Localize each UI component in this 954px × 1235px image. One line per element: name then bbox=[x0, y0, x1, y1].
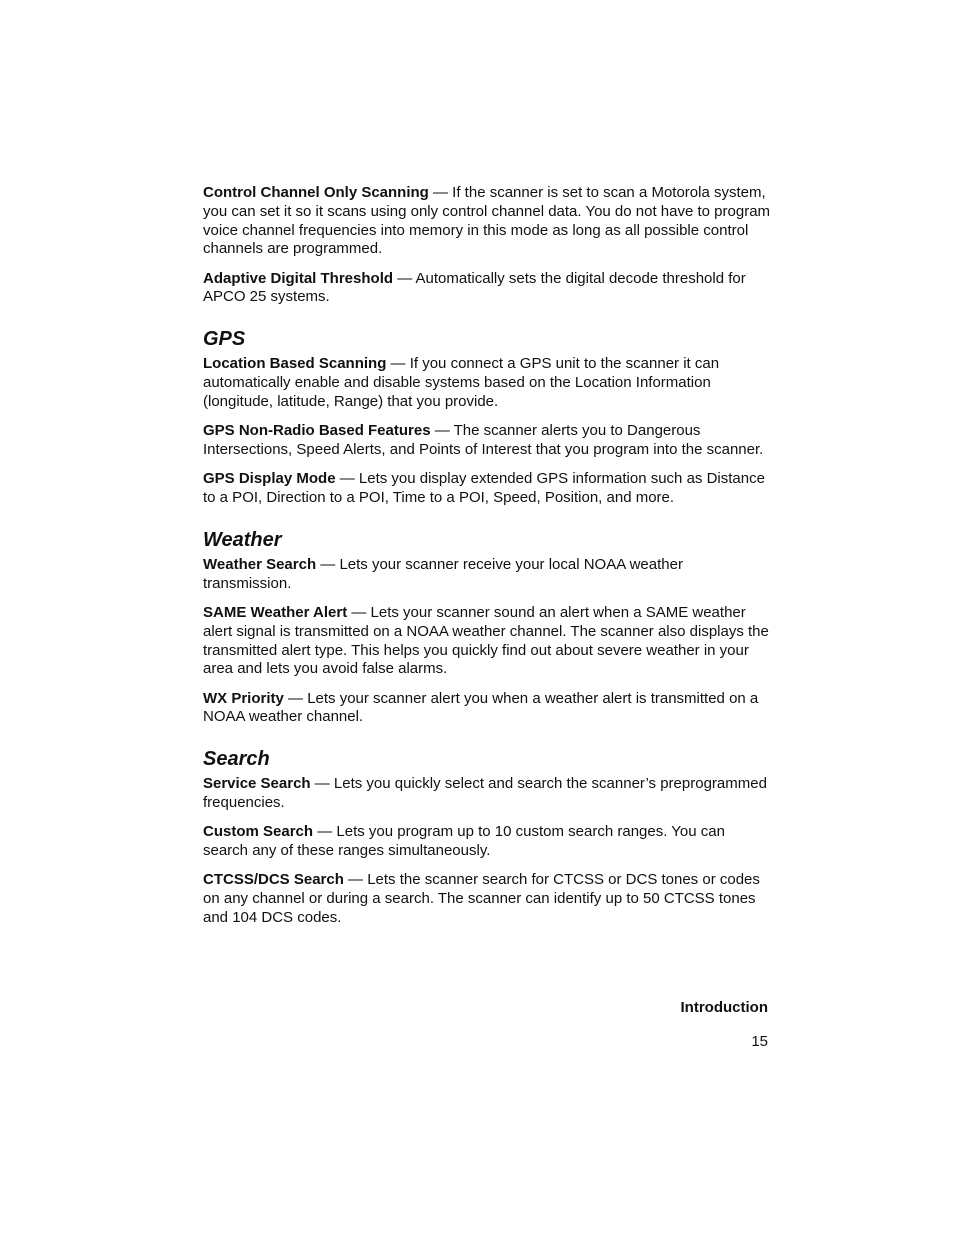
term-description: — If you connect a GPS unit to the scanner it can automatically enable and disable systems based on the Location Information (longitude, latitude, Range) that you provide. bbox=[203, 355, 720, 410]
term-description: — Lets you quickly select and search the scanner’s preprogrammed frequencies. bbox=[203, 775, 767, 812]
term-description: — If the scanner is set to scan a Motorola system, you can set it so it scans using only control channel data. You do not have to program voice channel frequencies into memory in this mode as long as all possible control channels are programmed. bbox=[203, 184, 771, 258]
term-label: Control Channel Only Scanning bbox=[203, 184, 429, 201]
term-description: — Lets you display extended GPS information such as Distance to a POI, Direction to a POI, Time to a POI, Speed, Position, and more. bbox=[203, 470, 765, 507]
term-description: — The scanner alerts you to Dangerous Intersections, Speed Alerts, and Points of Interest that you program into the scanner. bbox=[203, 422, 764, 458]
paragraph-gps-display-mode bbox=[203, 470, 771, 508]
footer-section-name: Introduction bbox=[680, 999, 768, 1016]
term-label: Location Based Scanning bbox=[203, 355, 387, 373]
term-label: Adaptive Digital Threshold bbox=[203, 269, 394, 287]
section-heading-weather: Weather bbox=[203, 528, 282, 551]
paragraph-service-search bbox=[203, 775, 771, 813]
term-label: GPS Non-Radio Based Features bbox=[203, 422, 431, 440]
paragraph-location-based-scanning bbox=[203, 355, 771, 411]
paragraph-gps-non-radio-based-features bbox=[203, 422, 771, 460]
term-label: GPS Display Mode bbox=[203, 470, 336, 488]
term-label: Weather Search bbox=[203, 555, 317, 573]
term-label: Custom Search bbox=[203, 823, 314, 841]
section-heading-gps: GPS bbox=[203, 328, 246, 351]
page-content bbox=[203, 184, 771, 938]
term-description: — Lets the scanner search for CTCSS or DCS tones or codes on any channel or during a search. The scanner can identify up to 50 CTCSS tones and 104 DCS codes. bbox=[203, 871, 760, 927]
paragraph-wx-priority bbox=[203, 690, 771, 728]
paragraph-control-channel-only-scanning bbox=[203, 184, 771, 259]
paragraph-same-weather-alert bbox=[203, 604, 771, 679]
page-number: 15 bbox=[751, 1033, 768, 1050]
section-heading-search: Search bbox=[203, 748, 270, 771]
term-description: — Lets your scanner receive your local NOAA weather transmission. bbox=[203, 555, 683, 592]
paragraph-custom-search bbox=[203, 823, 771, 861]
term-label: CTCSS/DCS Search bbox=[203, 871, 344, 889]
term-description: — Automatically sets the digital decode threshold for APCO 25 systems. bbox=[203, 269, 746, 306]
term-description: — Lets your scanner alert you when a weather alert is transmitted on a NOAA weather channel. bbox=[203, 689, 759, 726]
term-label: WX Priority bbox=[203, 689, 284, 707]
term-description: — Lets you program up to 10 custom search ranges. You can search any of these ranges simultaneously. bbox=[203, 823, 725, 860]
term-label: SAME Weather Alert bbox=[203, 603, 348, 621]
term-label: Service Search bbox=[203, 775, 311, 793]
paragraph-adaptive-digital-threshold bbox=[203, 270, 771, 308]
term-description: — Lets your scanner sound an alert when a SAME weather alert signal is transmitted on a NOAA weather channel. The scanner also displays the transmitted alert type. This helps you quickly find out about severe weather in your area and lets you avoid false alarms. bbox=[203, 603, 769, 678]
paragraph-weather-search bbox=[203, 556, 771, 594]
paragraph-ctcss-dcs-search bbox=[203, 871, 771, 927]
